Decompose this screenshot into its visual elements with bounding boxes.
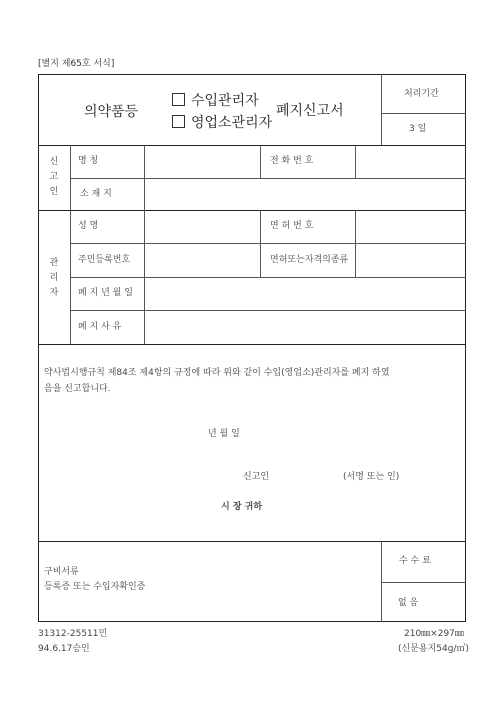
fullname-field[interactable] — [146, 212, 258, 242]
documents-label: 구비서류 — [44, 567, 79, 577]
approval-date: 94.6.17승인 — [38, 644, 90, 654]
row-line — [70, 277, 466, 278]
reporter-group-label: 신 고 인 — [49, 157, 59, 197]
group-divider — [70, 145, 71, 344]
section-line — [38, 145, 466, 146]
resident-number-label: 주민등록번호 — [78, 255, 131, 265]
row-line — [70, 243, 466, 244]
fee-value: 없 음 — [398, 598, 419, 608]
checkbox-import-manager[interactable] — [172, 93, 185, 106]
closure-date-label: 폐 지 년 월 일 — [78, 288, 133, 298]
resident-number-field[interactable] — [146, 245, 258, 276]
title-prefix: 의약품등 — [84, 104, 139, 120]
paper-size: 210㎜×297㎜ — [404, 629, 464, 639]
processing-label: 처리기간 — [404, 89, 439, 99]
documents-item: 등록증 또는 수입자확인증 — [44, 582, 146, 592]
label-divider — [144, 145, 145, 344]
phone-label: 전 화 번 호 — [270, 156, 314, 166]
title-option-import: 수입관리자 — [172, 93, 259, 108]
fullname-label: 성 명 — [78, 221, 99, 231]
fee-label: 수 수 료 — [399, 556, 431, 566]
paper-type: (신문용지54g/㎡) — [398, 644, 469, 654]
header-divider — [381, 74, 382, 145]
mid-divider — [355, 145, 356, 178]
mid-divider — [355, 210, 356, 277]
row-line — [70, 310, 466, 311]
manager-group-label: 관 리 자 — [49, 258, 59, 298]
form-code: 31312-25511민 — [38, 629, 108, 639]
section-line — [38, 344, 466, 345]
qualification-field[interactable] — [357, 245, 464, 276]
phone-field[interactable] — [357, 147, 464, 177]
closure-reason-field[interactable] — [146, 312, 464, 343]
processing-value: 3 일 — [409, 124, 427, 134]
processing-divider — [381, 113, 466, 114]
title-suffix: 폐지신고서 — [276, 103, 344, 119]
mid-divider — [260, 145, 261, 178]
fee-row-line — [381, 582, 466, 583]
addressee: 시 장 귀하 — [221, 502, 263, 512]
statement-text: 약사법시행규칙 제84조 제4항의 규정에 따라 위와 같이 수입(영업소)관리자를 폐지 하였 — [44, 368, 390, 378]
closure-date-field[interactable] — [146, 279, 464, 309]
name-label: 명 칭 — [78, 156, 99, 166]
statement-text-2: 음을 신고합니다. — [44, 384, 111, 394]
section-line — [38, 541, 466, 542]
section-line — [38, 210, 466, 211]
closure-reason-label: 폐 지 사 유 — [78, 322, 122, 332]
license-field[interactable] — [357, 212, 464, 242]
qualification-label: 면허또는자격의종류 — [270, 255, 349, 265]
form-label: [별지 제65호 서식] — [38, 59, 115, 69]
signature-note: (서명 또는 인) — [343, 472, 400, 482]
address-field[interactable] — [146, 180, 464, 209]
signer-label: 신고인 — [243, 472, 270, 482]
checkbox-branch-manager[interactable] — [172, 115, 185, 128]
mid-divider — [260, 210, 261, 277]
title-option-branch: 영업소관리자 — [172, 115, 272, 130]
address-label: 소 재 지 — [80, 189, 112, 199]
row-line — [70, 178, 466, 179]
date-line: 년 월 일 — [208, 429, 240, 439]
license-label: 면 허 번 호 — [270, 221, 314, 231]
name-field[interactable] — [146, 147, 258, 177]
